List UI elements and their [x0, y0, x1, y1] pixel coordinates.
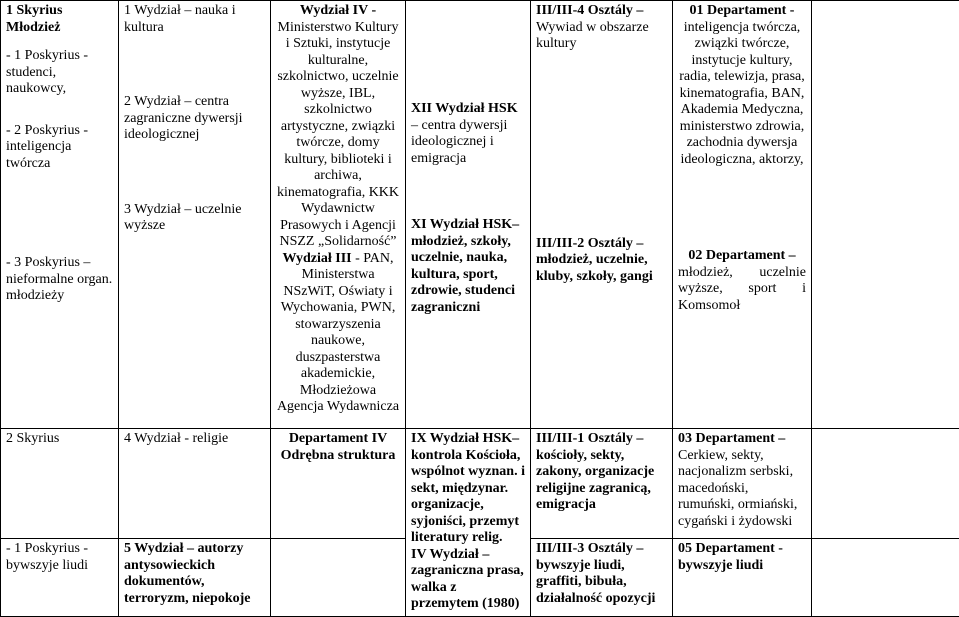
section-2-title: 2 Skyrius [6, 431, 113, 448]
wydzial-iv-heading: Wydział IV - [276, 3, 400, 20]
wydzial-iii-body: Ministerstwa NSzWiT, Oświaty i Wychowania, PWN, stowarzyszenia naukowe, duszpasterstwa akademickie, Młodzieżowa Agencja Wydawnicza [276, 267, 400, 416]
hsk-xii-heading: XII Wydział HSK [411, 101, 525, 118]
hungary-1-cell [531, 1, 673, 429]
hsk-xii-body: – centra dywersji ideologicznej i emigracja [411, 118, 525, 168]
iii-3: III/III-3 Osztály – bywszyje liudi, graffiti, bibuła, działalność opozycji [536, 541, 667, 607]
departments-1-cell [119, 1, 271, 429]
subsection-1: - 1 Poskyrius - studenci, naukowcy, [6, 48, 113, 98]
subsection-2: - 2 Poskyrius - inteligencja twórcza [6, 123, 113, 173]
section-1-cell [1, 1, 119, 429]
wydzial-iii [276, 251, 400, 268]
polish-2-cell [271, 429, 406, 539]
dept-1: 1 Wydział – nauka i kultura [124, 3, 265, 36]
subsection-3: - 3 Poskyrius – nieformalne organ. młodzieży [6, 255, 113, 305]
departments-2-cell [119, 429, 271, 539]
subsection-3-1-body: bywszyje liudi [6, 558, 113, 575]
departament-iv: Departament IV Odrębna struktura [276, 431, 400, 464]
dept-02-heading: 02 Departament – [678, 248, 806, 265]
hungary-hsk-1-cell [406, 1, 531, 429]
empty-cell-2 [812, 429, 959, 539]
hsk-ix: IX Wydział HSK– kontrola Kościoła, wspólnot wyznan. i sekt, międzynar. organizacje, syjoniści, przemyt literatury relig. [411, 431, 525, 547]
empty-cell-1 [812, 1, 959, 429]
dept-2: 2 Wydział – centra zagraniczne dywersji ideologicznej [124, 94, 265, 144]
wydzial-iv-body: Ministerstwo Kultury i Sztuki, instytucje kulturalne, szkolnictwo, uczelnie wyższe, IBL, szkolnictwo artystyczne, związki twórcze, domy kultury, biblioteki i archiwa, kinematografia, KKK Wydawnictw Prasowych i Agencji NSZZ „Solidarność” [276, 20, 400, 251]
hsk-xi: XI Wydział HSK– młodzież, szkoły, uczelnie, nauka, kultura, sport, zdrowie, studenci zagraniczni [411, 217, 525, 316]
dept-4: 4 Wydział - religie [124, 431, 265, 448]
bulgaria-3-cell [673, 539, 812, 617]
hungary-2-cell [531, 429, 673, 539]
subsection-3-1: - 1 Poskyrius - [6, 541, 113, 558]
dept-01-body: inteligencja twórcza, związki twórcze, instytucje kultury, radia, telewizja, prasa, kinematografia, BAN, Akademia Medyczna, ministerstwo zdrowia, zachodnia dywersja ideologiczna, aktorzy, [678, 20, 806, 169]
dept-03-heading: 03 Departament – [678, 431, 806, 448]
hungary-3-cell [531, 539, 673, 617]
empty-cell-3 [812, 539, 959, 617]
polish-1-cell [271, 1, 406, 429]
polish-3-cell [271, 539, 406, 617]
iii-2: III/III-2 Osztály – młodzież, uczelnie, kluby, szkoły, gangi [536, 236, 667, 286]
bulgaria-1-cell [673, 1, 812, 429]
iv-wydzial: IV Wydział – zagraniczna prasa, walka z przemytem (1980) [411, 547, 525, 613]
dept-5: 5 Wydział – autorzy antysowieckich dokumentów, terroryzm, niepokoje [124, 541, 265, 607]
dept-01-heading: 01 Departament - [678, 3, 806, 20]
wydzial-iii-heading: Wydział III [283, 251, 352, 266]
section-1-title: 1 Skyrius Młodzież [6, 3, 113, 36]
section-3-cell [1, 539, 119, 617]
dept-03-body: Cerkiew, sekty, nacjonalizm serbski, macedoński, rumuński, ormiański, cygański i żydowski [678, 448, 806, 531]
iii-4-body: Wywiad w obszarze kultury [536, 20, 667, 53]
section-2-cell [1, 429, 119, 539]
departments-3-cell [119, 539, 271, 617]
iii-1: III/III-1 Osztály – kościoły, sekty, zakony, organizacje religijne zagranicą, emigracja [536, 431, 667, 514]
bulgaria-2-cell [673, 429, 812, 539]
iii-4-heading: III/III-4 Osztály – [536, 3, 667, 20]
dept-3: 3 Wydział – uczelnie wyższe [124, 202, 265, 235]
dept-02-body: młodzież, uczelnie wyższe, sport i Komsomoł [678, 265, 806, 315]
hungary-hsk-2-cell [406, 429, 531, 617]
wydzial-iii-rest: - PAN, [352, 251, 394, 266]
dept-05: 05 Departament - bywszyje liudi [678, 541, 806, 574]
